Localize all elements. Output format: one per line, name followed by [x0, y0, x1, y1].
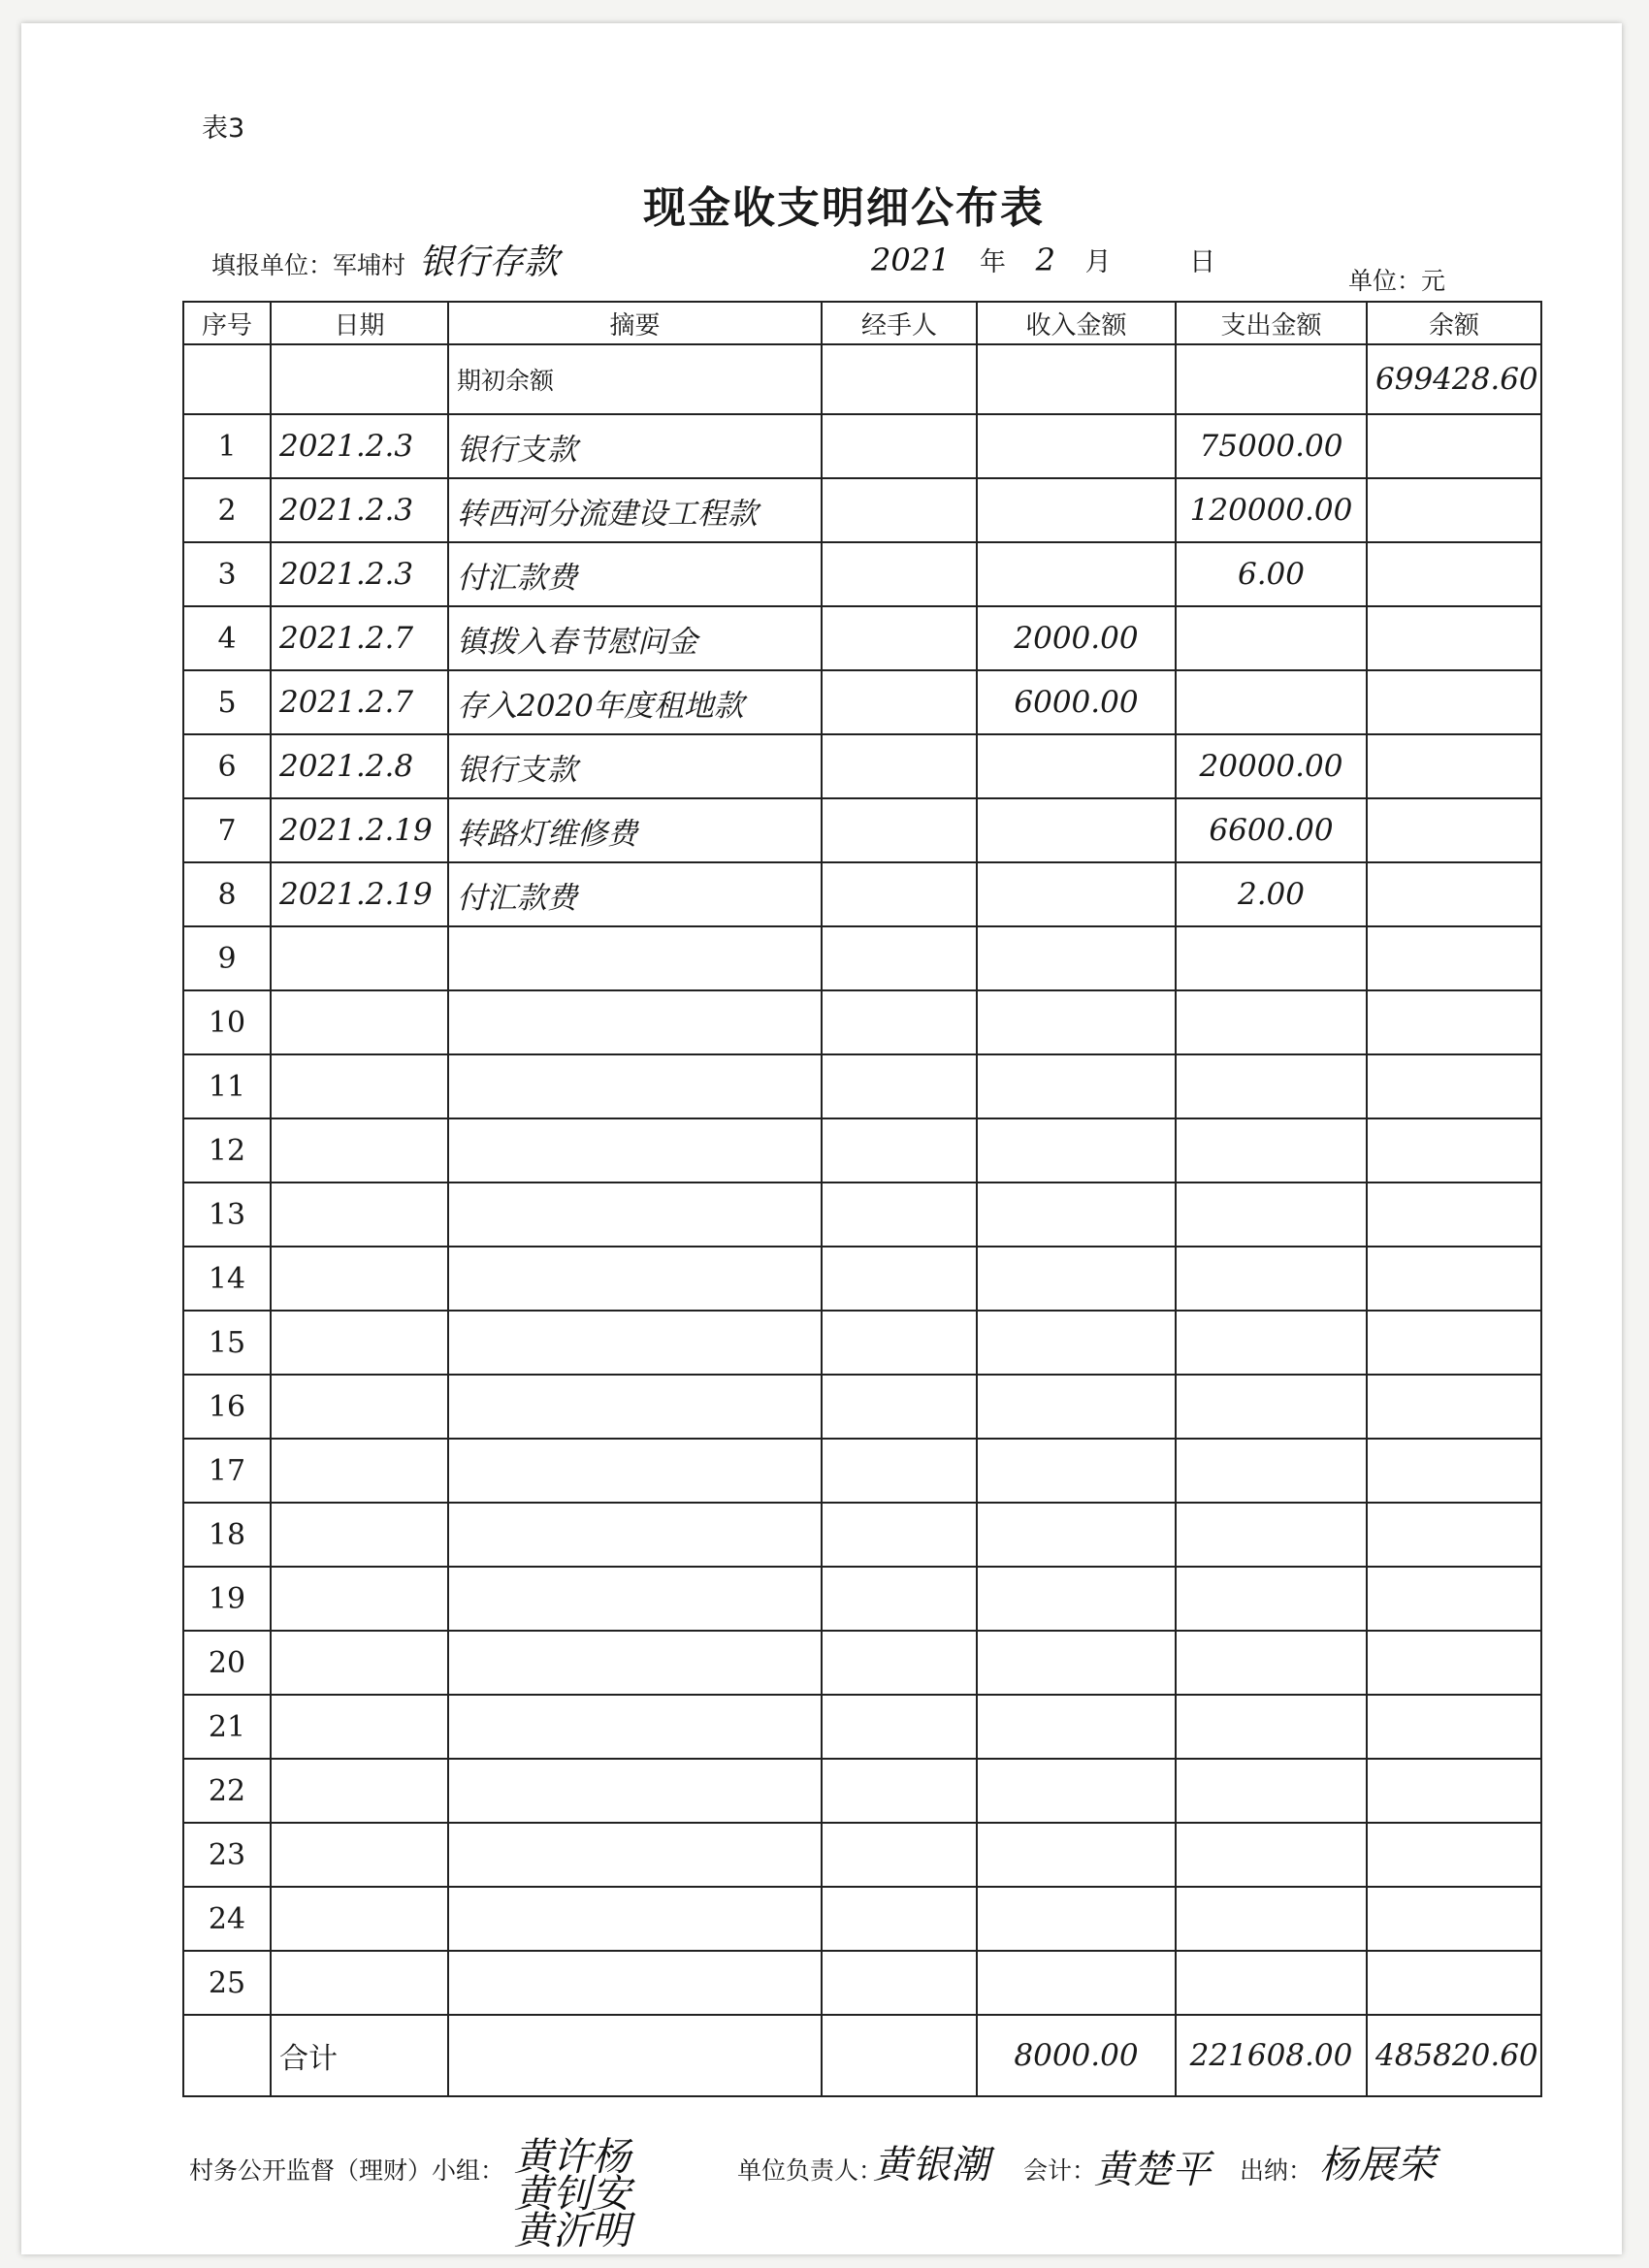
row-handler: [822, 1567, 977, 1631]
row-income: [977, 1887, 1176, 1951]
row-handler: [822, 1759, 977, 1823]
row-handler: [822, 414, 977, 478]
row-date: [271, 1247, 448, 1311]
row-seq: 8: [183, 862, 271, 926]
supervision-label: 村务公开监督（理财）小组：: [189, 2156, 505, 2185]
table-row: [183, 478, 1541, 542]
signature: 黄钊安: [514, 2172, 630, 2217]
row-handler: [822, 670, 977, 734]
row-balance: [1367, 1631, 1541, 1695]
row-handler: [822, 606, 977, 670]
row-income: [977, 1311, 1176, 1375]
row-balance: [1367, 414, 1541, 478]
table-row: [183, 1439, 1541, 1503]
col-seq: 序号: [183, 302, 271, 344]
row-seq: 20: [183, 1631, 271, 1695]
row-income: [977, 1695, 1176, 1759]
row-expense: [1176, 1567, 1367, 1631]
row-handler: [822, 990, 977, 1054]
row-date: [271, 1311, 448, 1375]
row-summary: [448, 926, 822, 990]
row-income: [977, 1823, 1176, 1887]
row-expense: [1176, 1823, 1367, 1887]
row-handler: [822, 1439, 977, 1503]
row-expense: 6600.00: [1176, 798, 1367, 862]
row-expense: 75000.00: [1176, 414, 1367, 478]
table-row: [183, 1503, 1541, 1567]
col-date: 日期: [271, 302, 448, 344]
row-summary: 转西河分流建设工程款: [448, 478, 822, 542]
row-date: [271, 1439, 448, 1503]
row-balance: [1367, 1567, 1541, 1631]
table-row: [183, 1183, 1541, 1247]
row-summary: [448, 1247, 822, 1311]
row-seq: 9: [183, 926, 271, 990]
date-month-suffix: 月: [1084, 247, 1112, 277]
leader-signature: 黄银潮: [873, 2143, 989, 2187]
row-seq: 16: [183, 1375, 271, 1439]
row-balance: [1367, 1311, 1541, 1375]
row-expense: [1176, 1439, 1367, 1503]
row-seq: 18: [183, 1503, 271, 1567]
row-expense: [1176, 1951, 1367, 2015]
row-date: [271, 1695, 448, 1759]
table-row: [183, 606, 1541, 670]
accountant-signature: 黄楚平: [1094, 2148, 1211, 2192]
row-income: [977, 414, 1176, 478]
row-date: [271, 1183, 448, 1247]
cashier-signature: 杨展荣: [1319, 2143, 1436, 2187]
cashier-label: 出纳：: [1240, 2156, 1313, 2185]
row-expense: [1176, 1183, 1367, 1247]
row-seq: 19: [183, 1567, 271, 1631]
currency-unit: 单位：元: [1348, 267, 1446, 295]
row-date: 2021.2.3: [271, 478, 448, 542]
row-balance: [1367, 478, 1541, 542]
row-balance: [1367, 606, 1541, 670]
total-label: 合计: [271, 2015, 448, 2096]
row-income: [977, 1118, 1176, 1183]
row-balance: [1367, 734, 1541, 798]
row-income: [977, 990, 1176, 1054]
row-date: 2021.2.19: [271, 862, 448, 926]
row-expense: [1176, 1503, 1367, 1567]
reporting-unit: [211, 235, 559, 284]
row-date: [271, 1887, 448, 1951]
row-expense: [1176, 1311, 1367, 1375]
row-expense: [1176, 1118, 1367, 1183]
row-handler: [822, 1951, 977, 2015]
row-summary: [448, 1887, 822, 1951]
table-row: [183, 1887, 1541, 1951]
table-row: [183, 1631, 1541, 1695]
row-handler: [822, 1887, 977, 1951]
row-income: [977, 1631, 1176, 1695]
table-row: [183, 1567, 1541, 1631]
leader-label: 单位负责人：: [737, 2156, 884, 2185]
date-year-suffix: 年: [980, 247, 1007, 277]
row-handler: [822, 1695, 977, 1759]
reporting-unit-label: 填报单位：军埔村: [211, 251, 406, 279]
row-summary: [448, 990, 822, 1054]
row-balance: [1367, 1375, 1541, 1439]
signature: 黄沂明: [514, 2209, 630, 2253]
table-row: [183, 1247, 1541, 1311]
row-income: [977, 478, 1176, 542]
row-expense: [1176, 1247, 1367, 1311]
row-balance: [1367, 1054, 1541, 1118]
col-handler: 经手人: [822, 302, 977, 344]
row-date: [271, 1951, 448, 2015]
row-balance: [1367, 1951, 1541, 2015]
total-balance: 485820.60: [1367, 2015, 1541, 2096]
row-seq: 17: [183, 1439, 271, 1503]
opening-balance-row: [183, 344, 1541, 414]
row-seq: 24: [183, 1887, 271, 1951]
row-handler: [822, 478, 977, 542]
signature: 黄许杨: [514, 2135, 630, 2180]
row-seq: 7: [183, 798, 271, 862]
date-year: 2021: [871, 242, 951, 278]
row-expense: [1176, 1887, 1367, 1951]
row-balance: [1367, 670, 1541, 734]
row-date: [271, 1375, 448, 1439]
table-number: 表3: [202, 113, 245, 144]
row-seq: 5: [183, 670, 271, 734]
row-date: [271, 1631, 448, 1695]
table-row: [183, 734, 1541, 798]
table-row: [183, 798, 1541, 862]
row-summary: 存入2020年度租地款: [448, 670, 822, 734]
row-handler: [822, 1375, 977, 1439]
row-seq: 6: [183, 734, 271, 798]
accountant-label: 会计：: [1023, 2156, 1097, 2185]
row-expense: [1176, 990, 1367, 1054]
row-balance: [1367, 1247, 1541, 1311]
row-date: [271, 1823, 448, 1887]
row-summary: [448, 1311, 822, 1375]
row-handler: [822, 798, 977, 862]
row-date: [271, 1759, 448, 1823]
date-month: 2: [1035, 242, 1055, 278]
row-income: [977, 1951, 1176, 2015]
row-balance: [1367, 926, 1541, 990]
row-seq: 3: [183, 542, 271, 606]
row-summary: [448, 1759, 822, 1823]
row-seq: 21: [183, 1695, 271, 1759]
row-seq: 10: [183, 990, 271, 1054]
row-handler: [822, 1823, 977, 1887]
supervision-signatures: [514, 2135, 630, 2253]
row-balance: [1367, 542, 1541, 606]
total-expense: 221608.00: [1176, 2015, 1367, 2096]
row-balance: [1367, 1118, 1541, 1183]
row-handler: [822, 1631, 977, 1695]
row-seq: 13: [183, 1183, 271, 1247]
row-handler: [822, 1183, 977, 1247]
table-row: [183, 1695, 1541, 1759]
table-row: [183, 1759, 1541, 1823]
row-expense: [1176, 1631, 1367, 1695]
row-income: [977, 1375, 1176, 1439]
date-day-suffix: 日: [1189, 247, 1216, 277]
row-summary: [448, 1951, 822, 2015]
row-income: [977, 734, 1176, 798]
row-summary: 付汇款费: [448, 862, 822, 926]
row-income: [977, 1567, 1176, 1631]
table-row: [183, 1118, 1541, 1183]
row-summary: [448, 1439, 822, 1503]
total-row: [183, 2015, 1541, 2096]
row-expense: 120000.00: [1176, 478, 1367, 542]
row-date: 2021.2.8: [271, 734, 448, 798]
row-summary: 银行支款: [448, 734, 822, 798]
row-expense: [1176, 670, 1367, 734]
opening-label: 期初余额: [448, 344, 822, 414]
page-title: 现金收支明细公布表: [643, 183, 1045, 233]
table-row: [183, 1375, 1541, 1439]
row-summary: 银行支款: [448, 414, 822, 478]
row-balance: [1367, 1887, 1541, 1951]
row-seq: 23: [183, 1823, 271, 1887]
row-date: [271, 1118, 448, 1183]
row-handler: [822, 734, 977, 798]
row-income: [977, 798, 1176, 862]
row-expense: 20000.00: [1176, 734, 1367, 798]
row-balance: [1367, 1503, 1541, 1567]
row-handler: [822, 862, 977, 926]
row-seq: 4: [183, 606, 271, 670]
row-expense: 6.00: [1176, 542, 1367, 606]
row-date: [271, 1503, 448, 1567]
row-balance: [1367, 1823, 1541, 1887]
row-seq: 22: [183, 1759, 271, 1823]
row-summary: [448, 1503, 822, 1567]
row-seq: 14: [183, 1247, 271, 1311]
row-balance: [1367, 1695, 1541, 1759]
row-summary: [448, 1695, 822, 1759]
row-seq: 2: [183, 478, 271, 542]
table-row: [183, 990, 1541, 1054]
col-income: 收入金额: [977, 302, 1176, 344]
row-handler: [822, 1503, 977, 1567]
row-seq: 15: [183, 1311, 271, 1375]
ledger-table: [182, 301, 1542, 2097]
row-balance: [1367, 990, 1541, 1054]
table-row: [183, 1951, 1541, 2015]
table-row: [183, 542, 1541, 606]
row-expense: [1176, 1054, 1367, 1118]
row-income: [977, 1183, 1176, 1247]
row-income: [977, 1247, 1176, 1311]
row-date: 2021.2.3: [271, 542, 448, 606]
table-row: [183, 926, 1541, 990]
row-balance: [1367, 1759, 1541, 1823]
row-seq: 11: [183, 1054, 271, 1118]
row-balance: [1367, 1183, 1541, 1247]
row-income: [977, 542, 1176, 606]
row-handler: [822, 1311, 977, 1375]
row-handler: [822, 1118, 977, 1183]
row-income: [977, 862, 1176, 926]
row-expense: [1176, 926, 1367, 990]
row-date: [271, 990, 448, 1054]
table-row: [183, 670, 1541, 734]
row-summary: [448, 1183, 822, 1247]
row-summary: [448, 1054, 822, 1118]
row-date: 2021.2.7: [271, 606, 448, 670]
row-income: 2000.00: [977, 606, 1176, 670]
col-balance: 余额: [1367, 302, 1541, 344]
row-seq: 1: [183, 414, 271, 478]
row-expense: 2.00: [1176, 862, 1367, 926]
table-row: [183, 862, 1541, 926]
account-type-handwritten: 银行存款: [419, 243, 560, 282]
row-date: [271, 926, 448, 990]
row-summary: [448, 1118, 822, 1183]
table-row: [183, 1054, 1541, 1118]
row-handler: [822, 542, 977, 606]
row-balance: [1367, 862, 1541, 926]
total-income: 8000.00: [977, 2015, 1176, 2096]
row-date: 2021.2.19: [271, 798, 448, 862]
table-row: [183, 1823, 1541, 1887]
row-seq: 25: [183, 1951, 271, 2015]
row-expense: [1176, 1375, 1367, 1439]
row-summary: [448, 1631, 822, 1695]
row-date: 2021.2.7: [271, 670, 448, 734]
row-handler: [822, 926, 977, 990]
row-income: [977, 1759, 1176, 1823]
row-expense: [1176, 1759, 1367, 1823]
table-row: [183, 414, 1541, 478]
row-income: [977, 1503, 1176, 1567]
row-date: [271, 1567, 448, 1631]
row-handler: [822, 1054, 977, 1118]
row-income: [977, 1439, 1176, 1503]
row-income: [977, 1054, 1176, 1118]
row-summary: [448, 1375, 822, 1439]
row-summary: 镇拨入春节慰问金: [448, 606, 822, 670]
row-expense: [1176, 1695, 1367, 1759]
opening-balance: 699428.60: [1367, 344, 1541, 414]
row-summary: [448, 1567, 822, 1631]
row-summary: [448, 1823, 822, 1887]
row-summary: 转路灯维修费: [448, 798, 822, 862]
row-summary: 付汇款费: [448, 542, 822, 606]
col-summary: 摘要: [448, 302, 822, 344]
row-seq: 12: [183, 1118, 271, 1183]
row-income: [977, 926, 1176, 990]
row-expense: [1176, 606, 1367, 670]
header-row: [183, 302, 1541, 344]
row-income: 6000.00: [977, 670, 1176, 734]
table-row: [183, 1311, 1541, 1375]
row-handler: [822, 1247, 977, 1311]
row-balance: [1367, 1439, 1541, 1503]
row-balance: [1367, 798, 1541, 862]
report-date: [871, 241, 1215, 278]
row-date: 2021.2.3: [271, 414, 448, 478]
row-date: [271, 1054, 448, 1118]
col-expense: 支出金额: [1176, 302, 1367, 344]
